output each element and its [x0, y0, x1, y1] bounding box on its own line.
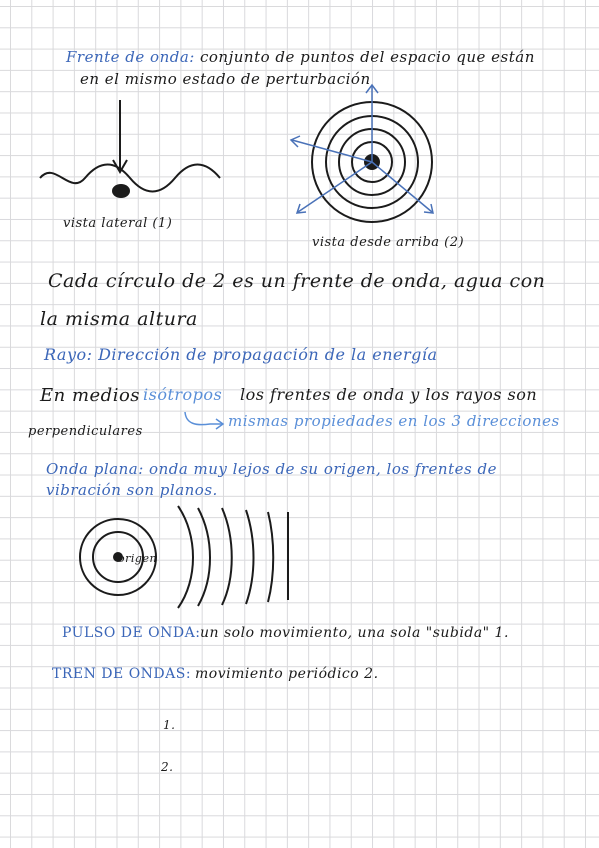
pulso-term: PULSO DE ONDA: — [62, 625, 201, 641]
side-view-wave-drawing — [40, 100, 220, 198]
isotropos-word: isótropos — [143, 385, 223, 404]
circulo-line2: la misma altura — [40, 308, 198, 330]
side-view-label: vista lateral (1) — [63, 216, 173, 231]
frente-definition-line2: en el mismo estado de perturbación — [80, 70, 371, 88]
onda-plana-line2: vibración son planos. — [46, 481, 218, 499]
isotropos-before: En medios — [40, 385, 141, 406]
isotropos-after: los frentes de onda y los rayos son — [240, 385, 538, 404]
plane-wave-drawing — [80, 506, 288, 608]
note-arrow — [185, 412, 222, 425]
tren-definition: movimiento periódico 2. — [195, 666, 379, 682]
tren-term: TREN DE ONDAS: — [52, 666, 192, 682]
frente-definition-line1: conjunto de puntos del espacio que están — [200, 48, 535, 66]
circulo-line1: Cada círculo de 2 es un frente de onda, agua con — [48, 270, 546, 292]
list-item-2: 2. — [161, 760, 174, 774]
isotropos-line2: perpendiculares — [28, 424, 143, 439]
top-view-label: vista desde arriba (2) — [312, 235, 465, 250]
list-item-1: 1. — [163, 718, 176, 732]
origin-label: origen — [118, 552, 158, 565]
isotropos-note: mismas propiedades en los 3 direcciones — [228, 412, 560, 430]
rayo-definition: Rayo: Dirección de propagación de la energía — [44, 345, 438, 364]
onda-plana-line1: Onda plana: onda muy lejos de su origen, los frentes de — [46, 460, 497, 478]
frente-term: Frente de onda: — [66, 48, 195, 66]
pulso-definition: un solo movimiento, una sola "subida" 1. — [200, 625, 509, 641]
